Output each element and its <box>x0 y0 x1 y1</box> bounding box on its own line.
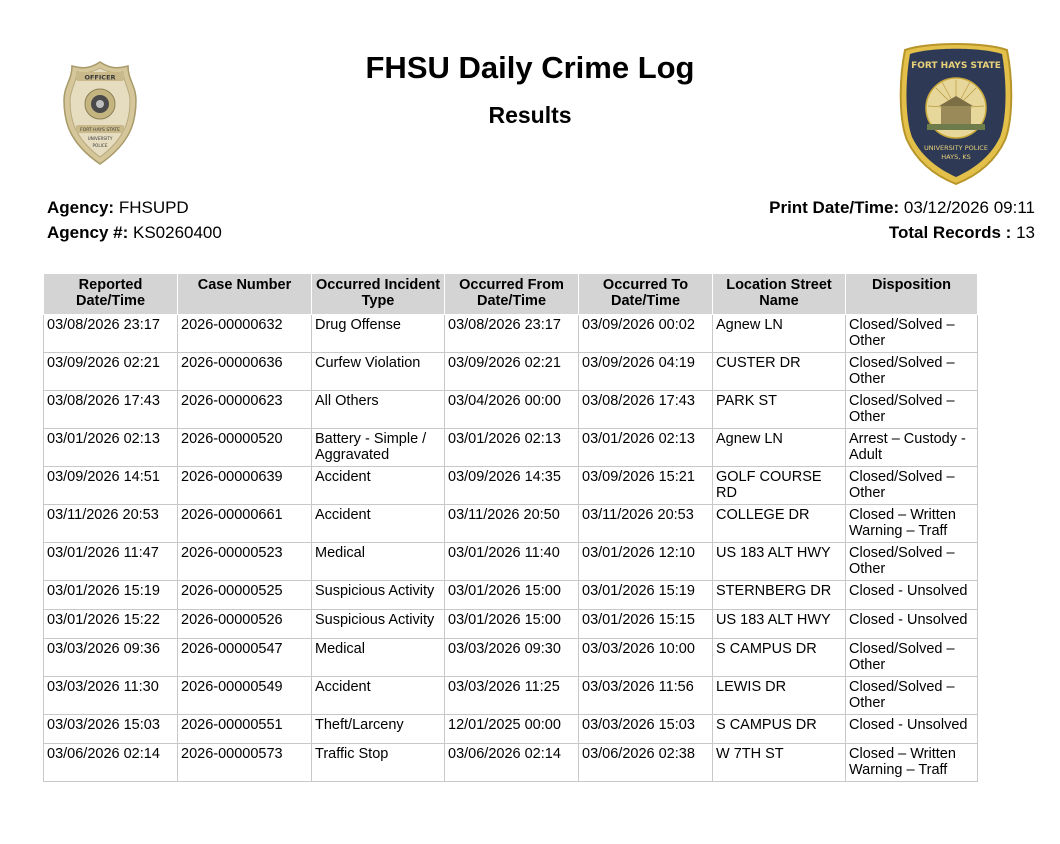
table-cell: 03/01/2026 15:00 <box>445 610 579 639</box>
svg-text:HAYS, KS: HAYS, KS <box>941 153 971 161</box>
column-header: Disposition <box>846 274 978 315</box>
table-cell: Accident <box>312 677 445 715</box>
table-cell: LEWIS DR <box>713 677 846 715</box>
table-cell: 03/11/2026 20:50 <box>445 505 579 543</box>
table-cell: S CAMPUS DR <box>713 639 846 677</box>
table-cell: CUSTER DR <box>713 353 846 391</box>
table-row <box>44 505 978 543</box>
table-cell: Suspicious Activity <box>312 610 445 639</box>
table-cell: Suspicious Activity <box>312 581 445 610</box>
table-row <box>44 315 978 353</box>
table-cell: US 183 ALT HWY <box>713 610 846 639</box>
table-cell: 03/11/2026 20:53 <box>579 505 713 543</box>
agency-line <box>47 195 222 220</box>
svg-text:UNIVERSITY: UNIVERSITY <box>87 136 113 141</box>
table-cell: 03/01/2026 12:10 <box>579 543 713 581</box>
table-cell: 03/01/2026 15:19 <box>579 581 713 610</box>
table-cell: 03/06/2026 02:38 <box>579 744 713 782</box>
table-cell: 2026-00000632 <box>178 315 312 353</box>
table-cell: W 7TH ST <box>713 744 846 782</box>
table-row <box>44 610 978 639</box>
table-row <box>44 353 978 391</box>
agency-number-value: KS0260400 <box>132 223 222 242</box>
table-cell: 03/09/2026 04:19 <box>579 353 713 391</box>
table-cell: Closed/Solved – Other <box>846 467 978 505</box>
table-row <box>44 715 978 744</box>
agency-number-line <box>47 220 222 245</box>
table-cell: Closed/Solved – Other <box>846 639 978 677</box>
total-records-line <box>769 220 1035 245</box>
table-row <box>44 744 978 782</box>
table-cell: 03/01/2026 15:19 <box>44 581 178 610</box>
print-date-value: 03/12/2026 09:11 <box>903 198 1035 217</box>
table-cell: 2026-00000623 <box>178 391 312 429</box>
table-cell: Theft/Larceny <box>312 715 445 744</box>
column-header: Occurred Incident Type <box>312 274 445 315</box>
table-cell: 2026-00000549 <box>178 677 312 715</box>
table-cell: Traffic Stop <box>312 744 445 782</box>
table-cell: 03/08/2026 17:43 <box>579 391 713 429</box>
table-cell: 03/09/2026 00:02 <box>579 315 713 353</box>
column-header: Location Street Name <box>713 274 846 315</box>
table-cell: Closed - Unsolved <box>846 581 978 610</box>
crime-log-table <box>43 273 978 782</box>
print-date-line <box>769 195 1035 220</box>
print-info <box>769 195 1035 245</box>
table-cell: 03/08/2026 23:17 <box>44 315 178 353</box>
table-cell: Agnew LN <box>713 315 846 353</box>
column-header: Case Number <box>178 274 312 315</box>
table-cell: Accident <box>312 505 445 543</box>
table-cell: Battery - Simple / Aggravated <box>312 429 445 467</box>
table-cell: Closed/Solved – Other <box>846 315 978 353</box>
agency-number-label: Agency #: <box>47 223 129 242</box>
table-cell: 03/03/2026 15:03 <box>44 715 178 744</box>
agency-value: FHSUPD <box>118 198 189 217</box>
svg-text:FORT HAYS STATE: FORT HAYS STATE <box>911 61 1001 71</box>
table-cell: Closed/Solved – Other <box>846 353 978 391</box>
table-cell: 2026-00000526 <box>178 610 312 639</box>
table-cell: 03/03/2026 11:56 <box>579 677 713 715</box>
table-cell: Closed/Solved – Other <box>846 391 978 429</box>
table-row <box>44 581 978 610</box>
table-cell: 03/01/2026 15:22 <box>44 610 178 639</box>
agency-label: Agency: <box>47 198 115 217</box>
table-cell: 03/01/2026 02:13 <box>579 429 713 467</box>
table-cell: COLLEGE DR <box>713 505 846 543</box>
table-row <box>44 429 978 467</box>
table-row <box>44 391 978 429</box>
column-header: Occurred From Date/Time <box>445 274 579 315</box>
table-cell: Closed/Solved – Other <box>846 543 978 581</box>
table-cell: 03/09/2026 15:21 <box>579 467 713 505</box>
table-cell: 2026-00000639 <box>178 467 312 505</box>
table-cell: 03/03/2026 10:00 <box>579 639 713 677</box>
table-cell: All Others <box>312 391 445 429</box>
table-cell: Closed – Written Warning – Traff <box>846 505 978 543</box>
table-body <box>44 315 978 782</box>
table-cell: 2026-00000636 <box>178 353 312 391</box>
table-cell: Medical <box>312 639 445 677</box>
table-cell: 03/08/2026 17:43 <box>44 391 178 429</box>
table-cell: 03/09/2026 02:21 <box>445 353 579 391</box>
table-cell: 03/01/2026 11:40 <box>445 543 579 581</box>
table-cell: 03/03/2026 09:36 <box>44 639 178 677</box>
table-row <box>44 543 978 581</box>
table-cell: PARK ST <box>713 391 846 429</box>
table-cell: 03/08/2026 23:17 <box>445 315 579 353</box>
page-title: FHSU Daily Crime Log <box>365 50 695 85</box>
table-cell: Accident <box>312 467 445 505</box>
page-subtitle: Results <box>488 102 572 128</box>
column-header: Occurred To Date/Time <box>579 274 713 315</box>
total-records-value: 13 <box>1016 223 1035 242</box>
table-cell: 03/09/2026 02:21 <box>44 353 178 391</box>
table-cell: 03/01/2026 02:13 <box>44 429 178 467</box>
table-cell: Drug Offense <box>312 315 445 353</box>
table-cell: 03/06/2026 02:14 <box>44 744 178 782</box>
table-cell: S CAMPUS DR <box>713 715 846 744</box>
table-cell: Closed - Unsolved <box>846 715 978 744</box>
table-cell: Arrest – Custody - Adult <box>846 429 978 467</box>
table-cell: 2026-00000525 <box>178 581 312 610</box>
svg-text:OFFICER: OFFICER <box>84 73 116 82</box>
table-row <box>44 677 978 715</box>
column-header: Reported Date/Time <box>44 274 178 315</box>
table-cell: 03/03/2026 09:30 <box>445 639 579 677</box>
table-cell: 03/03/2026 15:03 <box>579 715 713 744</box>
table-cell: 03/01/2026 11:47 <box>44 543 178 581</box>
table-row <box>44 467 978 505</box>
table-cell: 03/09/2026 14:51 <box>44 467 178 505</box>
table-cell: Agnew LN <box>713 429 846 467</box>
table-cell: 03/01/2026 15:00 <box>445 581 579 610</box>
svg-text:FORT HAYS STATE: FORT HAYS STATE <box>80 128 120 133</box>
table-cell: 2026-00000520 <box>178 429 312 467</box>
svg-text:UNIVERSITY POLICE: UNIVERSITY POLICE <box>924 144 988 152</box>
table-cell: 2026-00000523 <box>178 543 312 581</box>
agency-info <box>47 195 222 245</box>
table-cell: 03/11/2026 20:53 <box>44 505 178 543</box>
table-cell: 2026-00000573 <box>178 744 312 782</box>
table-cell: 03/04/2026 00:00 <box>445 391 579 429</box>
total-records-label: Total Records : <box>888 223 1012 242</box>
table-cell: US 183 ALT HWY <box>713 543 846 581</box>
table-row <box>44 639 978 677</box>
print-date-label: Print Date/Time: <box>769 198 900 217</box>
table-cell: Closed – Written Warning – Traff <box>846 744 978 782</box>
svg-text:POLICE: POLICE <box>92 143 108 148</box>
table-cell: STERNBERG DR <box>713 581 846 610</box>
table-header-row <box>44 274 978 315</box>
table-cell: Closed/Solved – Other <box>846 677 978 715</box>
table-cell: 03/03/2026 11:30 <box>44 677 178 715</box>
table-cell: 12/01/2025 00:00 <box>445 715 579 744</box>
table-cell: 2026-00000661 <box>178 505 312 543</box>
table-cell: 2026-00000551 <box>178 715 312 744</box>
table-cell: Closed - Unsolved <box>846 610 978 639</box>
table-cell: Medical <box>312 543 445 581</box>
table-cell: GOLF COURSE RD <box>713 467 846 505</box>
table-cell: 03/03/2026 11:25 <box>445 677 579 715</box>
table-cell: 03/01/2026 15:15 <box>579 610 713 639</box>
table-cell: 03/01/2026 02:13 <box>445 429 579 467</box>
table-cell: Curfew Violation <box>312 353 445 391</box>
table-cell: 03/09/2026 14:35 <box>445 467 579 505</box>
table-cell: 2026-00000547 <box>178 639 312 677</box>
table-cell: 03/06/2026 02:14 <box>445 744 579 782</box>
